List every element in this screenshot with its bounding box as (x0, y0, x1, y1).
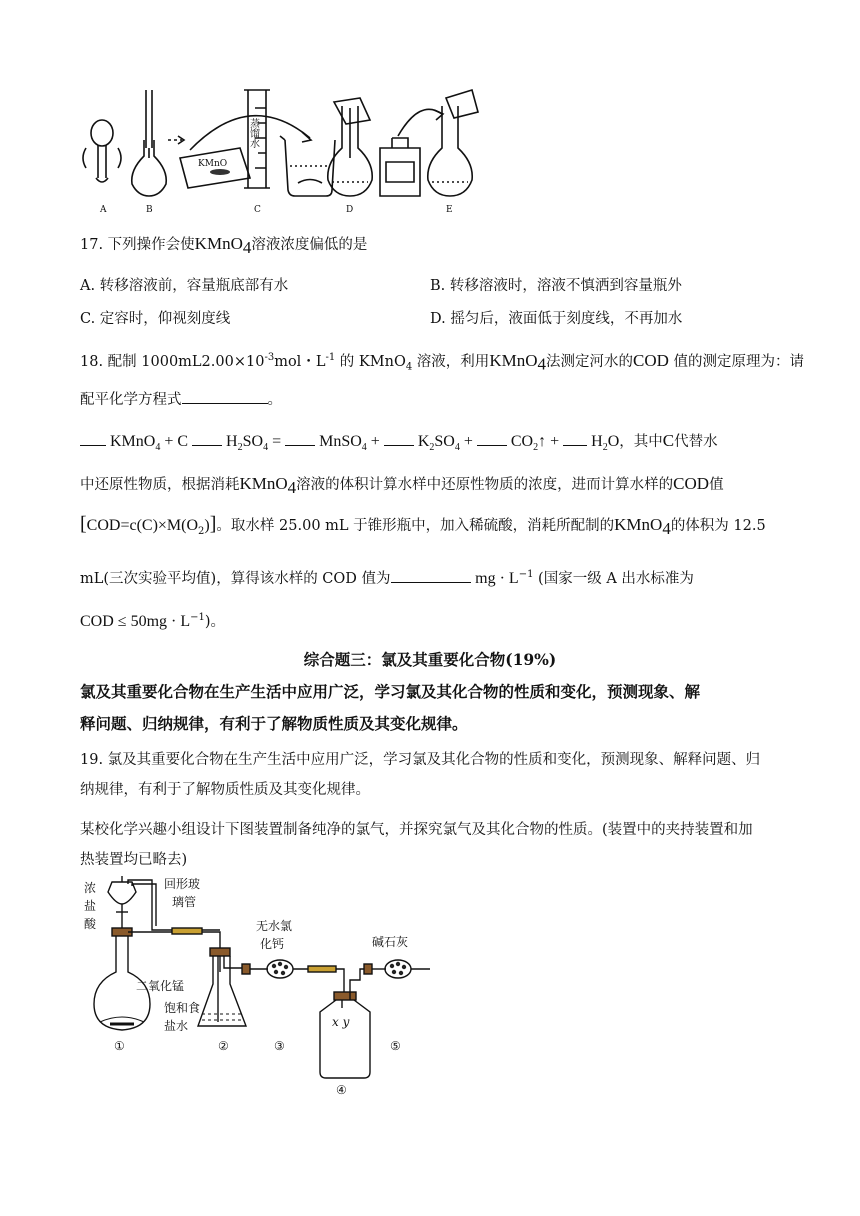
fig-label-a: A (100, 205, 107, 215)
section3-intro-line1: 氯及其重要化合物在生产生活中应用广泛，学习氯及其化合物的性质和变化，预测现象、解 (80, 682, 701, 701)
cod-answer-blank[interactable] (391, 567, 471, 583)
q18-number: 18. (80, 353, 104, 370)
label-num-3: ③ (274, 1039, 285, 1053)
label-brine-1: 饱和食 (164, 1001, 201, 1015)
label-soda-lime: 碱石灰 (372, 935, 409, 949)
chlorine-apparatus-figure (80, 872, 450, 1102)
q18-line2: 配平化学方程式 。 (80, 388, 282, 410)
q17-option-b[interactable]: B. 转移溶液时，溶液不慎洒到容量瓶外 (430, 278, 682, 294)
q17-stem: 17. 下列操作会使KMnO$_4$溶液浓度偏低的是 (80, 234, 368, 257)
label-conc-hcl-2: 盐 (84, 899, 97, 913)
q18-line7: COD ≤ $50mg \cdot L^{-1}$)。 (80, 612, 226, 630)
label-num-1: ① (114, 1039, 125, 1053)
label-num-4: ④ (336, 1083, 347, 1097)
q18-answer-blank[interactable] (182, 388, 268, 404)
q19-line4: 热装置均已略去) (80, 852, 188, 868)
drying-tube-3-icon (242, 960, 344, 992)
fig-label-c: C (254, 205, 261, 215)
reagent-bottle-icon (380, 109, 443, 196)
q17-option-c[interactable]: C. 定容时，仰视刻度线 (80, 311, 231, 327)
coef-blank-2[interactable] (192, 430, 222, 446)
q17-number: 17. (80, 237, 104, 253)
cylinder-c-icon (180, 90, 311, 188)
flask-a-icon (83, 120, 121, 182)
q17-option-a[interactable]: A. 转移溶液前，容量瓶底部有水 (80, 278, 289, 294)
label-tube-2: 璃管 (172, 895, 197, 909)
distilled-water-label: 蒸馏水 (247, 118, 259, 148)
fig-label-d: D (346, 205, 354, 215)
label-xy: x y (332, 1015, 350, 1029)
label-cacl2-2: 化钙 (260, 937, 285, 951)
q19-line2: 纳规律，有利于了解物质性质及其变化规律。 (80, 782, 370, 798)
label-conc-hcl-3: 酸 (84, 917, 97, 931)
label-cacl2-1: 无水氯 (256, 919, 293, 933)
label-tube-1: 回形玻 (164, 877, 201, 891)
beaker-icon (280, 136, 335, 196)
q19-number: 19. (80, 752, 104, 768)
q19-line1: 19. 氯及其重要化合物在生产生活中应用广泛，学习氯及其化合物的性质和变化，预测现象、解释问题、归 (80, 752, 761, 768)
label-num-2: ② (218, 1039, 229, 1053)
top-apparatus-figure (80, 78, 480, 218)
coef-blank-1[interactable] (80, 430, 106, 446)
fig-label-b: B (146, 205, 153, 215)
q19-line3: 某校化学兴趣小组设计下图装置制备纯净的氯气，并探究氯气及其化合物的性质。(装置中的夹持装置和加 (80, 822, 753, 838)
label-num-5: ⑤ (390, 1039, 401, 1053)
fig-label-e: E (446, 205, 453, 215)
q17-option-d[interactable]: D. 摇匀后，液面低于刻度线，不再加水 (430, 311, 683, 327)
kmno4-paper-label: KMnO (198, 159, 228, 169)
flask-b-icon (132, 90, 184, 196)
coef-blank-3[interactable] (285, 430, 315, 446)
label-conc-hcl-1: 浓 (84, 881, 97, 895)
erlenmeyer-flask-2-icon (198, 948, 246, 1026)
coef-blank-6[interactable] (563, 430, 587, 446)
gas-arrow-icon: ↑ (538, 433, 547, 450)
q18-line1: 18. 配制 $1000mL2.00\times 10^{-3}mol$・$L^{-1}$ 的 KMnO$_4$ 溶液，利用KMnO$_4$法测定河水的COD 值的测定原理为：请 (80, 350, 804, 374)
q18-equation: KMnO$_4$ + C $H_2SO_4$ = MnSO$_4$ + $K_2SO_4$ + $CO_2↑ + H_2O$，其中C代替水 (80, 430, 718, 453)
coef-blank-5[interactable] (477, 430, 507, 446)
flask-e-icon (428, 90, 478, 196)
coef-blank-4[interactable] (384, 430, 414, 446)
section3-title: 综合题三：氯及其重要化合物(19%) (303, 650, 557, 669)
section3-intro-line2: 释问题、归纳规律，有利于了解物质性质及其变化规律。 (80, 714, 468, 733)
q18-line4: 中还原性物质，根据消耗KMnO$_4$溶液的体积计算水样中还原性物质的浓度，进而计算水样的COD值 (80, 474, 724, 497)
label-brine-2: 盐水 (164, 1019, 189, 1033)
q18-line5: $[COD=c(C)\times M(O_2)]$。取水样 25.00 mL 于锥形瓶中，加入稀硫酸，消耗所配制的KMnO$_4$的体积为 12.5 (80, 513, 766, 538)
label-mno2: 二氧化锰 (136, 979, 185, 993)
q18-line6: mL(三次实验平均值)，算得该水样的 COD 值为 mg · $L^{-1}$ (国家一级 A 出水标准为 (80, 565, 694, 589)
